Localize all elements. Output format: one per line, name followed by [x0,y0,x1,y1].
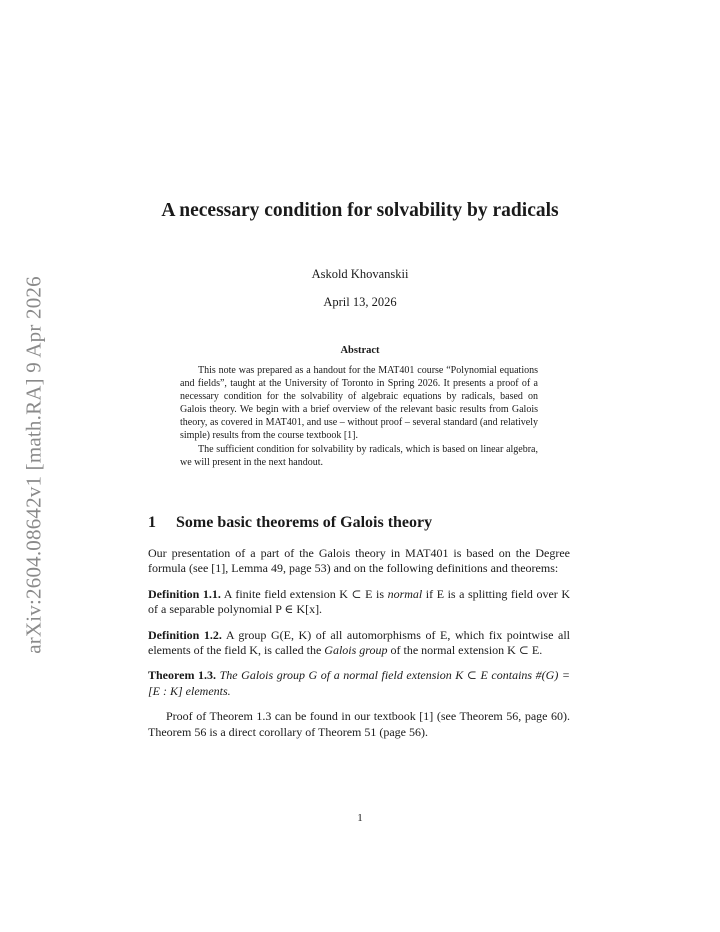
page-number: 1 [357,812,363,824]
definition-text: A group G(E, K) of all automorphisms of E, which fix pointwise all elements of the field K, is called the [148,627,571,658]
arxiv-identifier: arXiv:2604.08642v1 [math.RA] 9 Apr 2026 [21,276,46,654]
date: April 13, 2026 [323,295,397,309]
intro-paragraph: Our presentation of a part of the Galois theory in MAT401 is based on the Degree formula (see [1], Lemma 49, page 53) and on the following definitions and theorems: [148,546,570,576]
theorem-text: The Galois group G of a normal field extension K ⊂ E contains #(G) = [E : K] elements. [148,668,570,698]
definition-label: Definition 1.1. [148,586,221,601]
abstract [180,364,538,469]
definition-text: A finite field extension K ⊂ E is [220,586,388,601]
definition-text: if E is a splitting field over K of a separable polynomial P ∈ K[x]. [148,586,570,617]
section-title: Some basic theorems of Galois theory [176,514,433,531]
abstract-paragraph: This note was prepared as a handout for the MAT401 course “Polynomial equations and fields”, taught at the University of Toronto in Spring 2026. It presents a proof of a necessary condition for the solvability of algebraic equations by radicals, based on Galois theory. We begin with a brief overview of the relevant basic results from Galois theory, as covered in MAT401, and use – without proof – several standard (and relatively simple) results from the course textbook [1]. [180,365,538,442]
definition-term: Galois group [324,643,388,658]
section-number: 1 [148,514,156,531]
section-body [148,546,570,750]
definition-1-1 [148,587,570,618]
section-heading [148,514,432,532]
abstract-paragraph: The sufficient condition for solvability by radicals, which is based on linear algebra, we will present in the next handout. [180,443,538,468]
abstract-heading: Abstract [340,345,380,356]
proof-paragraph: Proof of Theorem 1.3 can be found in our textbook [1] (see Theorem 56, page 60). Theorem 56 is a direct corollary of Theorem 51 (page 56). [148,709,570,739]
definition-1-2 [148,628,570,659]
paper-title: A necessary condition for solvability by radicals [161,200,559,221]
author: Askold Khovanskii [311,267,409,281]
theorem-label: Theorem 1.3. [148,668,217,683]
definition-text: of the normal extension K ⊂ E. [387,643,543,658]
definition-term: normal [387,586,423,601]
theorem-1-3 [148,668,570,699]
definition-label: Definition 1.2. [148,627,222,642]
arxiv-sidebar [19,250,49,680]
